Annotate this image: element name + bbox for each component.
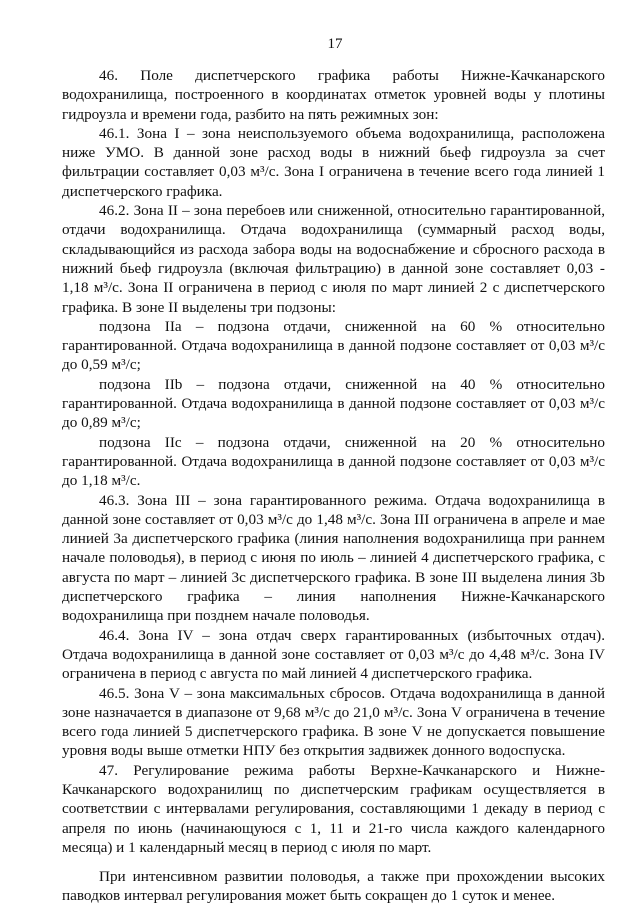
paragraph-46-3: 46.3. Зона III – зона гарантированного режима. Отдача водохранилища в данной зоне составляет от 0,03 м³/с до 1,48 м³/с. Зона III ограничена в апреле и мае линией 3а диспетчерского графика (линия наполнения водохранилища при раннем начале половодья), в период с июня по июль – линией 4 диспетчерского графика, с августа по март – линией 3с диспетчерского графика. В зоне III выделена линия 3b диспетчерского графика – линия наполнения Нижне-Качканарского водохранилища при позднем начале половодья. bbox=[62, 491, 605, 625]
paragraph-47: 47. Регулирование режима работы Верхне-Качканарского и Нижне-Качканарского водохранилищ по диспетчерским графикам осуществляется в соответствии с интервалами регулирования, составляющими 1 декаду в период с апреля по июнь (начинающуюся с 1, 11 и 21-го числа каждого календарного месяца) и 1 календарный месяц в период с июля по март. bbox=[62, 761, 605, 856]
paragraph-subzone-IIb: подзона IIb – подзона отдачи, сниженной на 40 % относительно гарантированной. Отдача водохранилища в данной подзоне составляет от 0,03 м³/с до 0,89 м³/с; bbox=[62, 375, 605, 432]
page-number: 17 bbox=[327, 36, 343, 52]
paragraph-46-1: 46.1. Зона I – зона неиспользуемого объема водохранилища, расположена ниже УМО. В данной зоне расход воды в нижний бьеф гидроузла за счет фильтрации составляет 0,03 м³/с. Зона I ограничена в течение всего года линией 1 диспетчерского графика. bbox=[62, 124, 605, 200]
paragraph-subzone-IIc: подзона IIc – подзона отдачи, сниженной на 20 % относительно гарантированной. Отдача водохранилища в данной подзоне составляет от 0,03 м³/с до 1,18 м³/с. bbox=[62, 433, 605, 490]
paragraph-46: 46. Поле диспетчерского графика работы Нижне-Качканарского водохранилища, построенного в координатах отметок уровней воды у плотины гидроузла и времени года, разбито на пять режимных зон: bbox=[62, 67, 605, 123]
paragraph-46-2: 46.2. Зона II – зона перебоев или сниженной, относительно гарантированной, отдачи водохранилища. Отдача водохранилища (суммарный расход воды, складывающийся из расхода забора воды на водоснабжение и сбросного расхода в нижний бьеф гидроузла (включая фильтрацию) в данной зоне составляет 0,03 - 1,18 м³/с. Зона II ограничена в период с июля по март линией 2 с диспетчерского графика. В зоне II выделены три подзоны: bbox=[62, 202, 605, 316]
paragraph-46-5: 46.5. Зона V – зона максимальных сбросов. Отдача водохранилища в данной зоне назначается в диапазоне от 9,68 м³/с до 21,0 м³/с. Зона V ограничена в течение всего года линией 5 диспетчерского графика. В зоне V не допускается повышение уровня воды выше отметки НПУ без открытия задвижек донного водоспуска. bbox=[62, 684, 605, 760]
paragraph-subzone-IIa: подзона IIa – подзона отдачи, сниженной на 60 % относительно гарантированной. Отдача водохранилища в данной подзоне составляет от 0,03 м³/с до 0,59 м³/с; bbox=[62, 317, 605, 374]
document-body bbox=[62, 66, 605, 906]
paragraph-flood-interval: При интенсивном развитии половодья, а также при прохождении высоких паводков интервал регулирования может быть сокращен до 1 суток и менее. bbox=[62, 868, 605, 905]
paragraph-46-4: 46.4. Зона IV – зона отдач сверх гарантированных (избыточных отдач). Отдача водохранилища в данной зоне составляет от 0,03 м³/с до 4,48 м³/с. Зона IV ограничена в период с августа по май линией 4 диспетчерского графика. bbox=[62, 626, 605, 683]
